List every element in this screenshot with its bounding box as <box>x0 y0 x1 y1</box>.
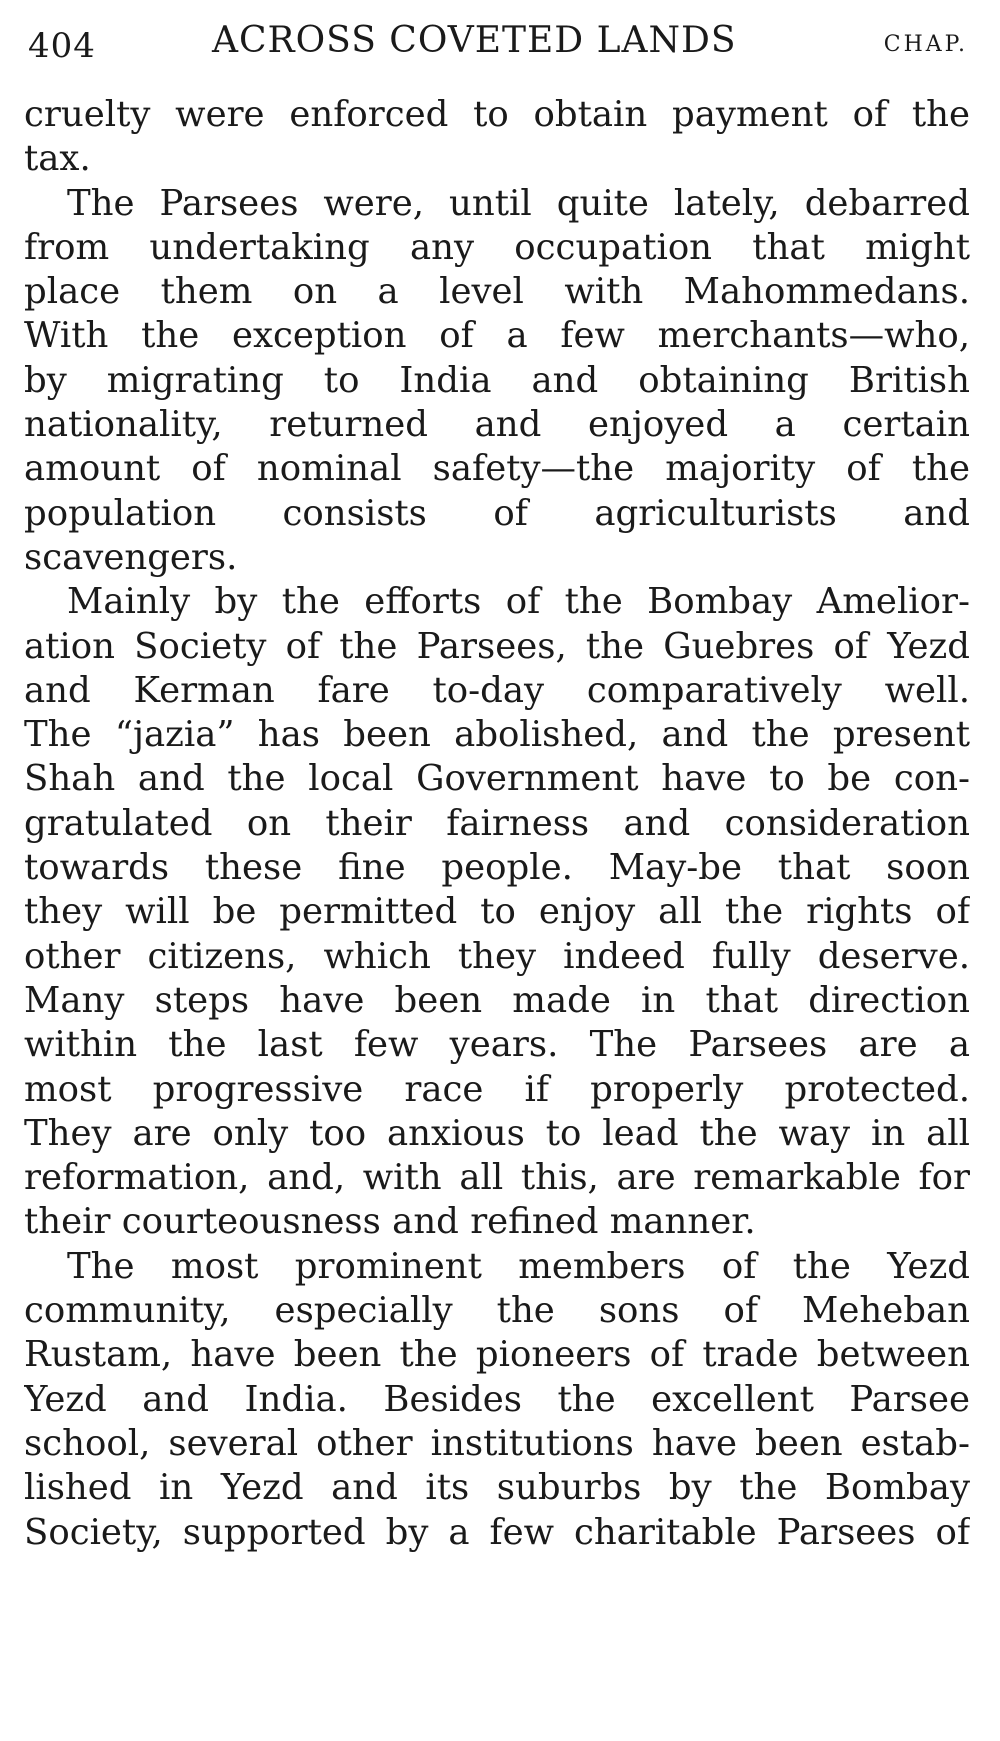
text-line: from undertaking any occupation that might <box>24 226 970 268</box>
text-line: school, several other institutions have been estab- <box>24 1422 970 1464</box>
chapter-label: CHAP. <box>883 32 968 57</box>
running-head <box>24 12 974 68</box>
text-line: Many steps have been made in that direction <box>24 979 970 1021</box>
page-number: 404 <box>28 26 96 66</box>
text-line: place them on a level with Mahommedans. <box>24 271 970 313</box>
text-line: tax. <box>24 138 91 180</box>
text-line: other citizens, which they indeed fully deserve. <box>24 935 970 977</box>
text-line: their courteousness and refined manner. <box>24 1201 756 1243</box>
text-line: community, especially the sons of Meheban <box>24 1290 970 1332</box>
text-line: population consists of agriculturists and <box>24 492 970 534</box>
text-line: lished in Yezd and its suburbs by the Bombay <box>24 1467 970 1509</box>
text-line: Society, supported by a few charitable Parsees of <box>24 1511 970 1553</box>
text-line: ation Society of the Parsees, the Guebres of Yezd <box>24 625 970 667</box>
text-line: Yezd and India. Besides the excellent Parsee <box>24 1378 970 1420</box>
text-line: scavengers. <box>24 536 238 578</box>
text-line: Mainly by the efforts of the Bombay Amelior- <box>67 581 970 623</box>
text-line: nationality, returned and enjoyed a certain <box>24 404 970 446</box>
text-line: The Parsees were, until quite lately, debarred <box>67 182 970 224</box>
text-line: reformation, and, with all this, are remarkable for <box>24 1157 970 1199</box>
text-line: Shah and the local Government have to be con- <box>24 758 970 800</box>
text-line: cruelty were enforced to obtain payment of the <box>24 94 970 135</box>
book-title: ACROSS COVETED LANDS <box>212 20 737 61</box>
text-line: and Kerman fare to-day comparatively well. <box>24 669 970 711</box>
text-line: With the exception of a few merchants—who, <box>24 315 970 357</box>
text-line: gratulated on their fairness and consideration <box>24 802 970 844</box>
text-line: amount of nominal safety—the majority of the <box>24 448 970 490</box>
text-line: towards these fine people. May-be that soon <box>24 847 970 889</box>
text-line: most progressive race if properly protected. <box>24 1068 970 1110</box>
text-line: they will be permitted to enjoy all the rights of <box>24 891 970 933</box>
body-text <box>24 93 970 1555</box>
text-line: within the last few years. The Parsees are a <box>24 1024 970 1066</box>
text-line: The most prominent members of the Yezd <box>67 1245 970 1287</box>
text-line: They are only too anxious to lead the way in all <box>24 1112 970 1154</box>
text-line: Rustam, have been the pioneers of trade between <box>24 1334 970 1376</box>
text-line: The “jazia” has been abolished, and the present <box>24 714 970 756</box>
text-line: by migrating to India and obtaining British <box>24 359 970 401</box>
